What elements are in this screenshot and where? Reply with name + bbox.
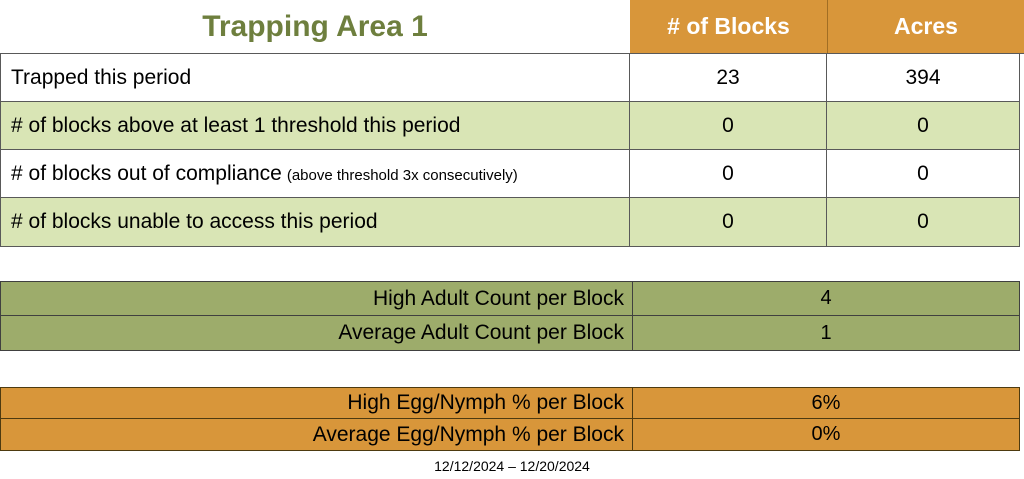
row-value: 6% (811, 391, 841, 414)
row-label: High Adult Count per Block (1, 282, 633, 315)
main-table (0, 54, 1020, 247)
blocks-value: 23 (630, 54, 827, 101)
row-label: Average Adult Count per Block (1, 316, 633, 350)
header-row (0, 0, 1024, 54)
blocks-value: 0 (630, 102, 827, 149)
row-label: High Egg/Nymph % per Block (1, 388, 633, 418)
table-row-average-egg-nymph (1, 419, 1019, 450)
table-row-unable-to-access (1, 198, 1019, 246)
row-value: 1 (820, 321, 832, 344)
row-label-text: # of blocks unable to access this period (11, 210, 378, 233)
date-range: 12/12/2024 – 12/20/2024 (434, 457, 590, 474)
page-title: Trapping Area 1 (0, 0, 630, 53)
row-label-text: # of blocks above at least 1 threshold this period (11, 114, 461, 137)
column-header-acres: Acres (827, 0, 1024, 53)
table-row-out-of-compliance (1, 150, 1019, 198)
table-row-average-adult-count (1, 316, 1019, 350)
row-label-text: Trapped this period (11, 66, 192, 89)
table-row-trapped (1, 54, 1019, 102)
row-label (1, 102, 630, 149)
row-value: 0% (811, 423, 841, 445)
acres-value: 0 (917, 210, 929, 233)
row-label-text: # of blocks out of compliance (11, 162, 282, 185)
table-row-high-adult-count (1, 282, 1019, 316)
acres-value: 394 (905, 65, 941, 89)
table-row-high-egg-nymph (1, 388, 1019, 419)
acres-value: 0 (917, 113, 929, 137)
row-label (1, 54, 630, 101)
table-row-above-threshold (1, 102, 1019, 150)
row-label-note: (above threshold 3x consecutively) (286, 167, 518, 184)
blocks-value: 0 (630, 198, 827, 246)
blocks-value: 0 (630, 150, 827, 197)
column-header-blocks: # of Blocks (630, 0, 827, 53)
row-label: Average Egg/Nymph % per Block (1, 419, 633, 450)
row-label (1, 150, 630, 197)
adult-count-table (0, 281, 1020, 351)
egg-nymph-table (0, 387, 1020, 451)
acres-value: 0 (917, 161, 929, 185)
row-label (1, 198, 630, 246)
row-value: 4 (820, 287, 832, 309)
